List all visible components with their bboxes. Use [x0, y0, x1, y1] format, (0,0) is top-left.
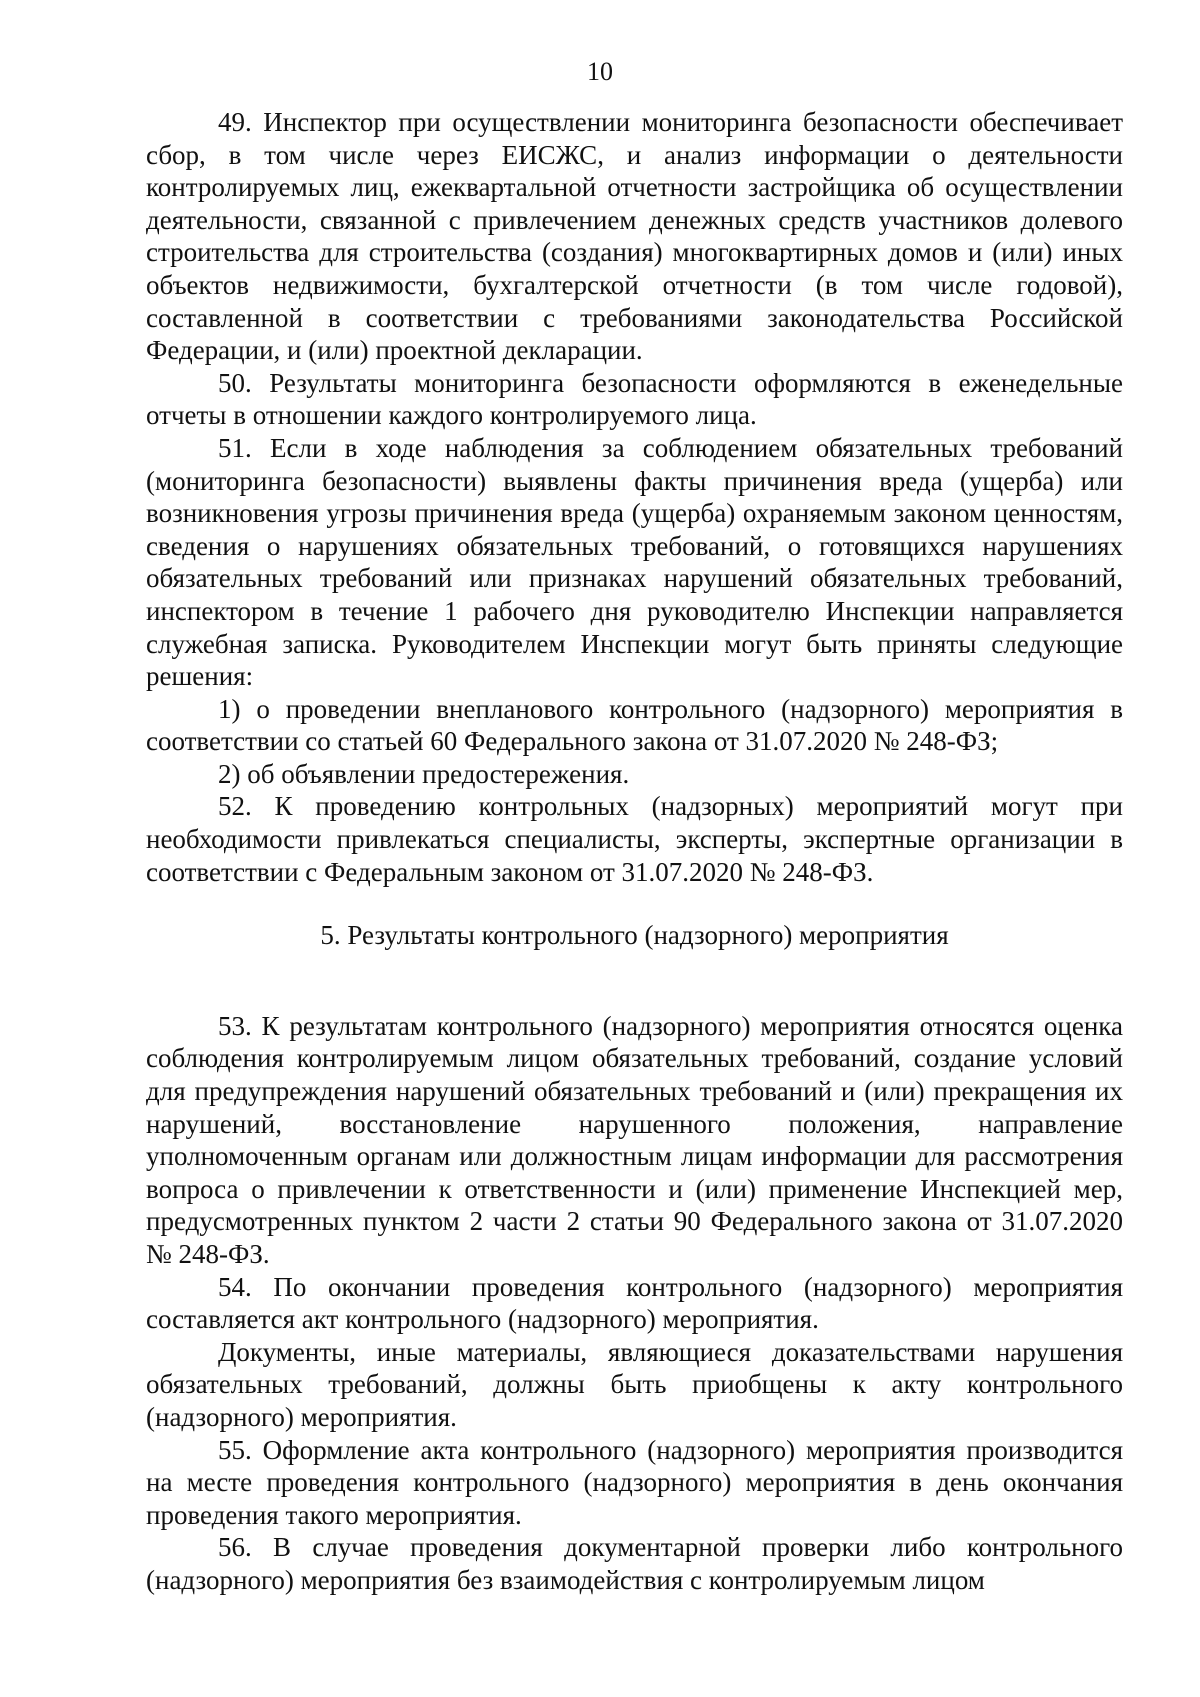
page-number: 10: [587, 57, 613, 86]
section-heading: 5. Результаты контрольного (надзорного) мероприятия: [320, 920, 949, 951]
paragraph-56: 56. В случае проведения документарной проверки либо контрольного (надзорного) мероприятия без взаимодействия с контролируемым лицом: [146, 1532, 1123, 1595]
paragraph-54: 54. По окончании проведения контрольного (надзорного) мероприятия составляется акт контрольного (надзорного) мероприятия.: [146, 1271, 1123, 1335]
paragraph-53: 53. К результатам контрольного (надзорного) мероприятия относятся оценка соблюдения контролируемым лицом обязательных требований, создание условий для предупреждения нарушений обязательных требований и (или) прекращения их нарушений, восстановление нарушенного положения, направление уполномоченным органам или должностным лицам информации для рассмотрения вопроса о привлечении к ответственности и (или) применение Инспекцией мер, предусмотренных пунктом 2 части 2 статьи 90 Федерального закона от 31.07.2020 № 248-ФЗ.: [146, 1010, 1123, 1269]
paragraph-55: 55. Оформление акта контрольного (надзорного) мероприятия производится на месте проведения контрольного (надзорного) мероприятия в день окончания проведения такого мероприятия.: [146, 1434, 1123, 1530]
spacer: [146, 952, 1123, 1010]
document-body: [146, 106, 1123, 1597]
paragraph-51: 51. Если в ходе наблюдения за соблюдением обязательных требований (мониторинга безопасности) выявлены факты причинения вреда (ущерба) или возникновения угрозы причинения вреда (ущерба) охраняемым законом ценностям, сведения о нарушениях обязательных требований, о готовящихся нарушениях обязательных требований или признаках нарушений обязательных требований, инспектором в течение 1 рабочего дня руководителю Инспекции направляется служебная записка. Руководителем Инспекции могут быть приняты следующие решения:: [146, 432, 1123, 692]
paragraph-51-item-1: 1) о проведении внепланового контрольного (надзорного) мероприятия в соответствии со статьей 60 Федерального закона от 31.07.2020 № 248-ФЗ;: [146, 693, 1123, 757]
paragraph-51-item-2: 2) об объявлении предостережения.: [218, 758, 630, 789]
paragraph-documents: Документы, иные материалы, являющиеся доказательствами нарушения обязательных требований, должны быть приобщены к акту контрольного (надзорного) мероприятия.: [146, 1336, 1123, 1432]
spacer: [146, 888, 1123, 919]
paragraph-49: 49. Инспектор при осуществлении мониторинга безопасности обеспечивает сбор, в том числе через ЕИСЖС, и анализ информации о деятельности контролируемых лиц, ежеквартальной отчетности застройщика об осуществлении деятельности, связанной с привлечением денежных средств участников долевого строительства для строительства (создания) многоквартирных домов и (или) иных объектов недвижимости, бухгалтерской отчетности (в том числе годовой), составленной в соответствии с требованиями законодательства Российской Федерации, и (или) проектной декларации.: [146, 107, 1123, 366]
paragraph-52: 52. К проведению контрольных (надзорных) мероприятий могут при необходимости привлекаться специалисты, эксперты, экспертные организации в соответствии с Федеральным законом от 31.07.2020 № 248-ФЗ.: [146, 791, 1123, 887]
paragraph-50: 50. Результаты мониторинга безопасности оформляются в еженедельные отчеты в отношении каждого контролируемого лица.: [146, 367, 1123, 431]
